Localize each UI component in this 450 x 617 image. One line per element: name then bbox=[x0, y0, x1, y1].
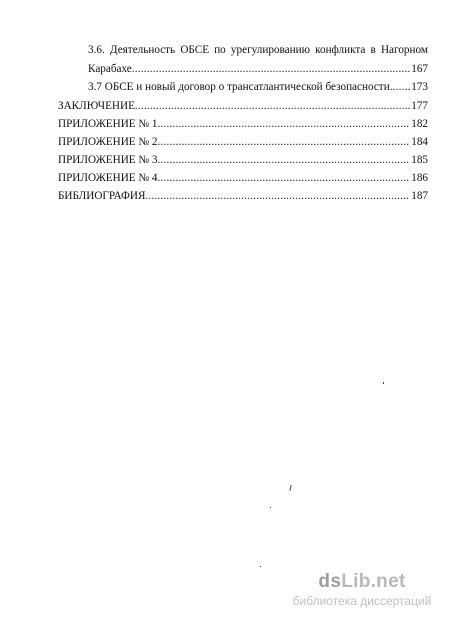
leader-dots bbox=[145, 189, 410, 203]
scan-speck bbox=[260, 566, 261, 567]
toc-page-number: 177 bbox=[411, 100, 428, 112]
watermark-logo-ds: ds bbox=[318, 571, 342, 592]
leader-dots bbox=[157, 171, 410, 185]
toc-entry-title: БИБЛИОГРАФИЯ bbox=[58, 190, 146, 202]
watermark-subtitle: библиотека диссертаций bbox=[292, 594, 432, 608]
toc-entry-appendix-1 bbox=[58, 117, 428, 131]
toc-entry-3-7 bbox=[88, 80, 428, 94]
scan-speck bbox=[289, 485, 291, 491]
toc-page-number: 187 bbox=[411, 190, 428, 202]
toc-entry-title: ПРИЛОЖЕНИЕ № 3 bbox=[58, 154, 158, 166]
toc-entry-title: ПРИЛОЖЕНИЕ № 1 bbox=[58, 118, 158, 130]
watermark-logo-rest: Lib.net bbox=[341, 571, 406, 592]
toc-entry-3-6-line1 bbox=[88, 43, 428, 57]
toc-entry-appendix-3 bbox=[58, 153, 428, 167]
toc-page-number: 167 bbox=[411, 63, 428, 75]
toc-entry-title: ПРИЛОЖЕНИЕ № 2 bbox=[58, 136, 158, 148]
toc-page-number: 173 bbox=[411, 81, 428, 93]
toc-entry-title: ПРИЛОЖЕНИЕ № 4 bbox=[58, 172, 158, 184]
leader-dots bbox=[390, 80, 411, 94]
toc-entry-3-6-line2 bbox=[88, 62, 428, 76]
toc-entry-bibliography bbox=[58, 189, 428, 203]
toc-entry-appendix-4 bbox=[58, 171, 428, 185]
dslib-watermark bbox=[282, 571, 442, 608]
toc-word: по bbox=[214, 44, 226, 56]
toc-page-number: 185 bbox=[411, 154, 428, 166]
toc-word: урегулированию bbox=[230, 44, 310, 56]
toc-page-number: 184 bbox=[411, 136, 428, 148]
toc-word: ОБСЕ bbox=[180, 44, 210, 56]
toc-entry-title: ЗАКЛЮЧЕНИЕ bbox=[58, 100, 135, 112]
leader-dots bbox=[157, 135, 410, 149]
leader-dots bbox=[132, 62, 410, 76]
toc-word: 3.6. bbox=[88, 44, 105, 56]
toc-word: Деятельность bbox=[109, 44, 176, 56]
toc-entry-conclusion bbox=[58, 99, 428, 113]
toc-entry-title: 3.7 ОБСЕ и новый договор о трансатлантической безопасности bbox=[88, 81, 390, 93]
watermark-logo bbox=[282, 571, 442, 593]
scan-speck bbox=[270, 507, 271, 508]
leader-dots bbox=[157, 153, 410, 167]
toc-word: в bbox=[370, 44, 376, 56]
toc-page-number: 182 bbox=[411, 118, 428, 130]
toc-word: конфликта bbox=[315, 44, 366, 56]
leader-dots bbox=[135, 99, 410, 113]
toc-word: Нагорном bbox=[380, 44, 428, 56]
leader-dots bbox=[157, 117, 410, 131]
toc-page-number: 186 bbox=[411, 172, 428, 184]
toc-entry-appendix-2 bbox=[58, 135, 428, 149]
scan-speck bbox=[383, 382, 384, 384]
toc-entry-title: Карабахе bbox=[88, 63, 132, 75]
